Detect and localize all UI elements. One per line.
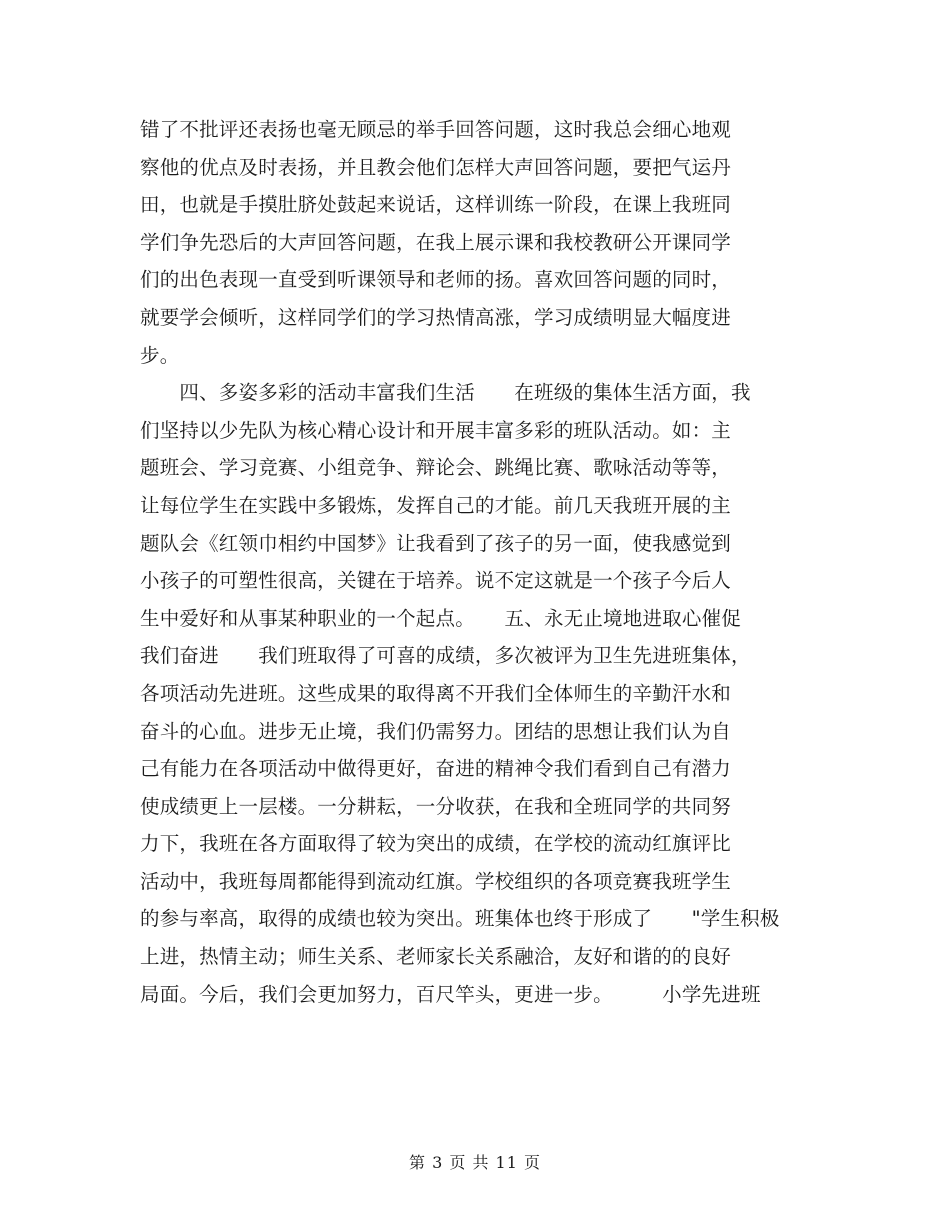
text-line: 就要学会倾听，这样同学们的学习热情高涨，学习成绩明显大幅度进 <box>140 305 732 329</box>
body-text <box>140 111 820 1013</box>
text-line: 们的出色表现一直受到听课领导和老师的扬。喜欢回答问题的同时， <box>140 268 732 292</box>
text-line: 奋斗的心血。进步无止境，我们仍需努力。团结的思想让我们认为自 <box>140 719 732 743</box>
text-line: 我们奋进 我们班取得了可喜的成绩，多次被评为卫生先进班集体， <box>140 644 751 668</box>
text-line: 各项活动先进班。这些成果的取得离不开我们全体师生的辛勤汗水和 <box>140 681 732 705</box>
text-line: 力下，我班在各方面取得了较为突出的成绩，在学校的流动红旗评比 <box>140 832 732 856</box>
text-line: 题班会、学习竞赛、小组竞争、辩论会、跳绳比赛、歌咏活动等等， <box>140 456 732 480</box>
text-line: 错了不批评还表扬也毫无顾忌的举手回答问题，这时我总会细心地观 <box>140 118 732 141</box>
text-line: 活动中，我班每周都能得到流动红旗。学校组织的各项竞赛我班学生 <box>140 869 732 893</box>
text-line: 己有能力在各项活动中做得更好，奋进的精神令我们看到自己有潜力 <box>140 757 732 781</box>
text-line: 四、多姿多彩的活动丰富我们生活 在班级的集体生活方面，我 <box>140 381 751 405</box>
text-line: 步。 <box>140 343 180 367</box>
text-line: 题队会《红领巾相约中国梦》让我看到了孩子的另一面，使我感觉到 <box>140 531 732 555</box>
text-line: 让每位学生在实践中多锻炼，发挥自己的才能。前几天我班开展的主 <box>140 493 732 517</box>
text-line: 生中爱好和从事某种职业的一个起点。 五、永无止境地进取心催促 <box>140 606 741 630</box>
text-line: 的参与率高，取得的成绩也较为突出。班集体也终于形成了 "学生积极 <box>140 907 780 931</box>
text-line: 学们争先恐后的大声回答问题，在我上展示课和我校教研公开课同学 <box>140 230 732 254</box>
text-line: 上进，热情主动；师生关系、老师家长关系融洽，友好和谐的的良好 <box>140 945 732 969</box>
text-line: 小孩子的可塑性很高，关键在于培养。说不定这就是一个孩子今后人 <box>140 569 732 593</box>
page-number-footer: 第 3 页 共 11 页 <box>409 1153 541 1172</box>
text-line: 使成绩更上一层楼。一分耕耘，一分收获，在我和全班同学的共同努 <box>140 794 732 818</box>
text-line: 田，也就是手摸肚脐处鼓起来说话，这样训练一阶段，在课上我班同 <box>140 193 732 217</box>
text-line: 局面。今后，我们会更加努力，百尺竿头，更进一步。 小学先进班 <box>140 982 761 1006</box>
text-line: 察他的优点及时表扬，并且教会他们怎样大声回答问题，要把气运丹 <box>140 155 732 179</box>
text-line: 们坚持以少先队为核心精心设计和开展丰富多彩的班队活动。如：主 <box>140 418 732 442</box>
